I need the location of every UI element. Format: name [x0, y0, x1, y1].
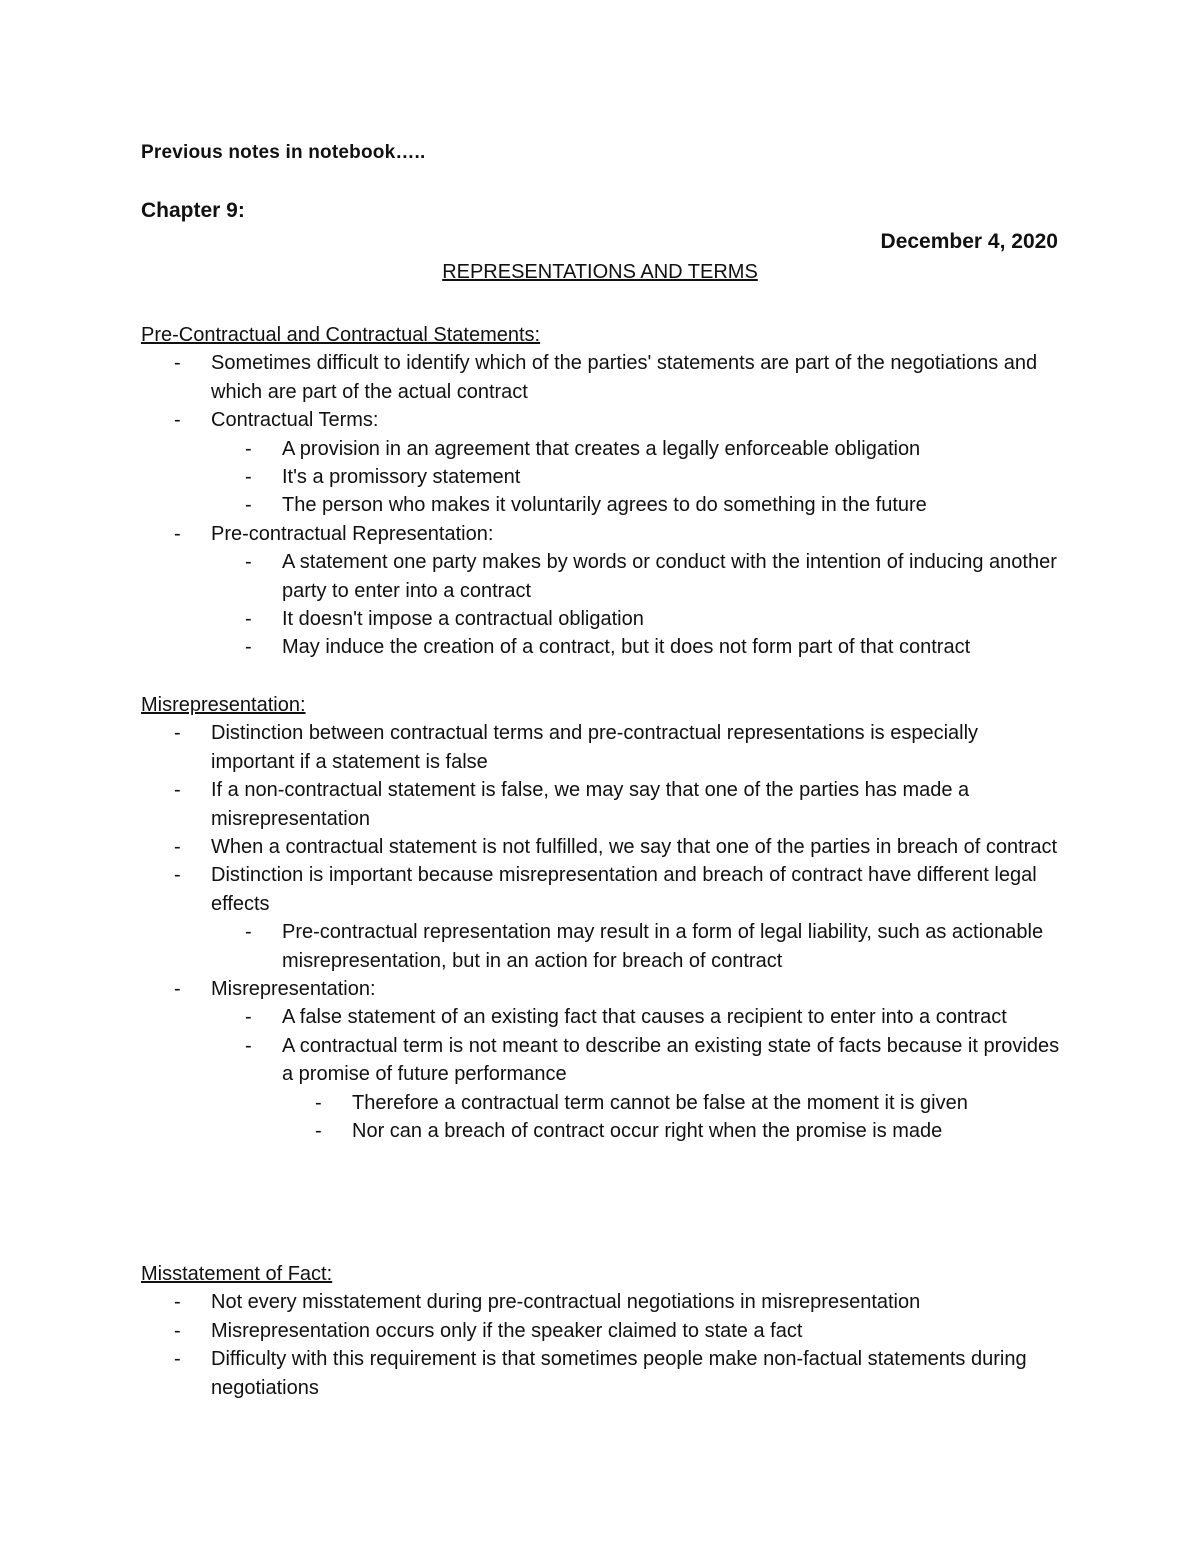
section-heading: Pre-Contractual and Contractual Statements: — [141, 324, 541, 346]
section-heading: Misstatement of Fact: — [141, 1263, 333, 1285]
dash-bullet-icon: - — [245, 608, 252, 631]
list-item — [141, 1003, 1061, 1031]
list-item — [141, 1317, 1061, 1345]
list-item-text: May induce the creation of a contract, but it does not form part of that contract — [282, 636, 971, 659]
dash-bullet-icon: - — [174, 779, 181, 802]
dash-bullet-icon: - — [174, 522, 181, 545]
list-item — [141, 719, 1061, 776]
list-item — [141, 1288, 1061, 1316]
section-pre-contractual — [141, 321, 1061, 662]
list-item — [141, 406, 1061, 434]
dash-bullet-icon: - — [245, 494, 252, 517]
bullet-list — [141, 1288, 1061, 1402]
list-item — [141, 1345, 1061, 1402]
list-item — [141, 776, 1061, 833]
list-item-text: A false statement of an existing fact that causes a recipient to enter into a contract — [282, 1006, 1007, 1029]
section-heading: Misrepresentation: — [141, 694, 306, 716]
list-item-text: Therefore a contractual term cannot be false at the moment it is given — [352, 1091, 968, 1114]
page-title-text: REPRESENTATIONS AND TERMS — [442, 261, 758, 283]
page-title — [0, 261, 1200, 284]
dash-bullet-icon: - — [245, 1034, 252, 1057]
dash-bullet-icon: - — [315, 1120, 322, 1143]
dash-bullet-icon: - — [245, 551, 252, 574]
list-item-text: The person who makes it voluntarily agrees to do something in the future — [282, 494, 927, 517]
list-item — [141, 435, 1061, 463]
dash-bullet-icon: - — [174, 1319, 181, 1342]
list-item — [141, 861, 1061, 918]
dash-bullet-icon: - — [174, 978, 181, 1001]
list-item-text: Difficulty with this requirement is that sometimes people make non-factual statements during negotiations — [211, 1348, 1027, 1399]
list-item-text: If a non-contractual statement is false, we may say that one of the parties has made a misrepresentation — [211, 779, 970, 830]
list-item — [141, 1117, 1061, 1145]
list-item — [141, 605, 1061, 633]
dash-bullet-icon: - — [174, 352, 181, 375]
list-item — [141, 975, 1061, 1003]
list-item-text: A contractual term is not meant to describe an existing state of facts because it provides a promise of future performance — [282, 1034, 1060, 1086]
list-item — [141, 1089, 1061, 1117]
chapter-heading: Chapter 9: — [141, 199, 245, 222]
dash-bullet-icon: - — [245, 437, 252, 460]
dash-bullet-icon: - — [245, 636, 252, 659]
list-item — [141, 548, 1061, 605]
note-date: December 4, 2020 — [880, 230, 1058, 253]
list-item-text: Distinction is important because misrepresentation and breach of contract have different legal effects — [211, 864, 1037, 915]
list-item-text: Sometimes difficult to identify which of the parties' statements are part of the negotiations and which are part of the actual contract — [211, 352, 1038, 403]
dash-bullet-icon: - — [174, 836, 181, 859]
dash-bullet-icon: - — [174, 864, 181, 887]
list-item-text: It's a promissory statement — [282, 466, 521, 489]
section-misstatement-of-fact — [141, 1260, 1061, 1402]
list-item — [141, 833, 1061, 861]
list-item — [141, 349, 1061, 406]
bullet-list — [141, 719, 1061, 1145]
list-item-text: When a contractual statement is not fulfilled, we say that one of the parties in breach of contract — [211, 836, 1058, 859]
dash-bullet-icon: - — [245, 466, 252, 489]
list-item-text: Misrepresentation: — [211, 978, 376, 1001]
list-item-text: It doesn't impose a contractual obligation — [282, 608, 644, 631]
dash-bullet-icon: - — [174, 1291, 181, 1314]
list-item-text: A provision in an agreement that creates a legally enforceable obligation — [282, 437, 921, 460]
list-item — [141, 520, 1061, 548]
dash-bullet-icon: - — [315, 1091, 322, 1114]
list-item-text: Misrepresentation occurs only if the speaker claimed to state a fact — [211, 1319, 803, 1342]
section-misrepresentation — [141, 691, 1061, 1146]
dash-bullet-icon: - — [245, 921, 252, 944]
dash-bullet-icon: - — [245, 1006, 252, 1029]
previous-notes-heading: Previous notes in notebook….. — [141, 142, 426, 163]
bullet-list — [141, 349, 1061, 661]
list-item-text: Not every misstatement during pre-contractual negotiations in misrepresentation — [211, 1291, 921, 1314]
dash-bullet-icon: - — [174, 1348, 181, 1371]
list-item-text: Pre-contractual representation may result in a form of legal liability, such as actionable misrepresentation, but in an action for breach of contract — [282, 921, 1044, 972]
list-item — [141, 463, 1061, 491]
list-item — [141, 491, 1061, 519]
list-item — [141, 633, 1061, 661]
list-item-text: Nor can a breach of contract occur right when the promise is made — [352, 1120, 943, 1143]
dash-bullet-icon: - — [174, 409, 181, 432]
dash-bullet-icon: - — [174, 722, 181, 745]
list-item-text: Pre-contractual Representation: — [211, 522, 494, 545]
list-item-text: Distinction between contractual terms and pre-contractual representations is especially important if a statement is false — [211, 722, 979, 773]
list-item-text: A statement one party makes by words or conduct with the intention of inducing another party to enter into a contract — [282, 551, 1057, 602]
list-item — [141, 918, 1061, 975]
list-item-text: Contractual Terms: — [211, 409, 379, 432]
list-item — [141, 1032, 1061, 1089]
